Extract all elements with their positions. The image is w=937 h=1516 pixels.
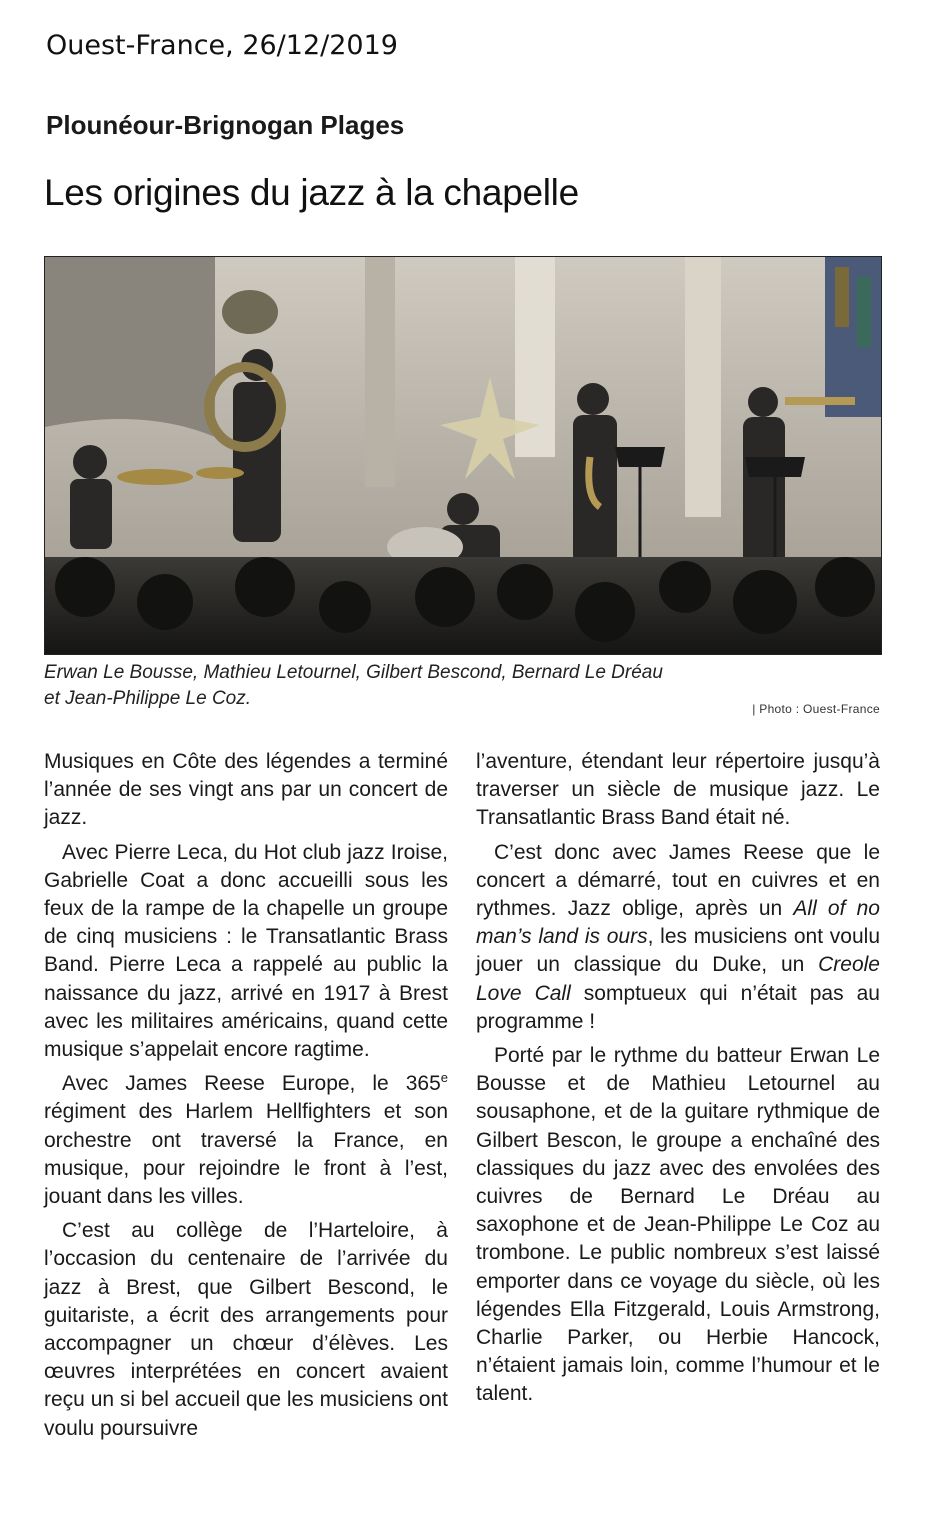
paragraph	[44, 1070, 448, 1211]
caption-line-2: et Jean-Philippe Le Coz.	[44, 688, 252, 709]
text-run: Avec James Reese Europe, le 365	[62, 1072, 441, 1096]
caption-line-1: Erwan Le Bousse, Mathieu Letournel, Gilbert Bescond, Bernard Le Dréau	[44, 662, 663, 683]
paragraph: Porté par le rythme du batteur Erwan Le Bousse et de Mathieu Letournel au sousaphone, et de la guitare rythmique de Gilbert Bescon, le groupe a enchaîné des classiques du jazz avec des envolées des cuivres de Bernard Le Dréau au saxophone et de Jean-Philippe Le Coz au trombone. Le public nombreux s’est laissé emporter dans ce voyage du siècle, où les légendes Ella Fitzgerald, Louis Armstrong, Charlie Parker, ou Herbie Hancock, n’étaient jamais loin, comme l’humour et le talent.	[476, 1044, 880, 1406]
song-title: All of no man’s land is ours	[476, 897, 880, 949]
concert-photo-illustration	[45, 257, 881, 654]
article-column-right	[476, 748, 880, 1415]
article-column-left	[44, 748, 448, 1449]
paragraph: Avec Pierre Leca, du Hot club jazz Iroise, Gabrielle Coat a donc accueilli sous les feux de la rampe de la chapelle un groupe de cinq musiciens : le Transatlantic Brass Band. Pierre Leca a rappelé au public la naissance du jazz, arrivé en 1917 à Brest avec les militaires américains, quand cette musique s’appelait encore ragtime.	[44, 840, 448, 1062]
paragraph: C’est au collège de l’Harteloire, à l’occasion du centenaire de l’arrivée du jazz à Brest, que Gilbert Bescond, le guitariste, a écrit des arrangements pour accompagner un chœur d’élèves. Les œuvres interprétées en concert avaient reçu un si bel accueil que les musiciens ont voulu poursuivre	[44, 1219, 448, 1440]
photo-credit: | Photo : Ouest-France	[752, 702, 880, 716]
text-run: C’est donc avec James Reese que le concert a démarré, tout en cuivres et en rythmes. Jazz oblige, après un	[476, 840, 880, 921]
paragraph	[476, 839, 880, 1036]
text-run: , les musiciens ont voulu jouer un classique du Duke, un	[476, 925, 880, 977]
song-title: Creole Love Call	[476, 953, 880, 1005]
paragraph: Musiques en Côte des légendes a terminé l’année de ses vingt ans par un concert de jazz.	[44, 750, 448, 830]
article-headline: Les origines du jazz à la chapelle	[44, 172, 579, 213]
source-date: Ouest-France, 26/12/2019	[46, 30, 398, 61]
ordinal-superscript: e	[440, 1070, 448, 1086]
paragraph: l’aventure, étendant leur répertoire jusqu’à traverser un siècle de musique jazz. Le Transatlantic Brass Band était né.	[476, 750, 880, 830]
text-run: régiment des Harlem Hellfighters et son orchestre ont traversé la France, en musique, pour rejoindre le front à l’est, jouant dans les villes.	[44, 1100, 448, 1209]
text-run: somptueux qui n’était pas au programme !	[476, 981, 880, 1033]
location-kicker: Plounéour-Brignogan Plages	[46, 110, 405, 140]
concert-photo	[44, 256, 882, 655]
